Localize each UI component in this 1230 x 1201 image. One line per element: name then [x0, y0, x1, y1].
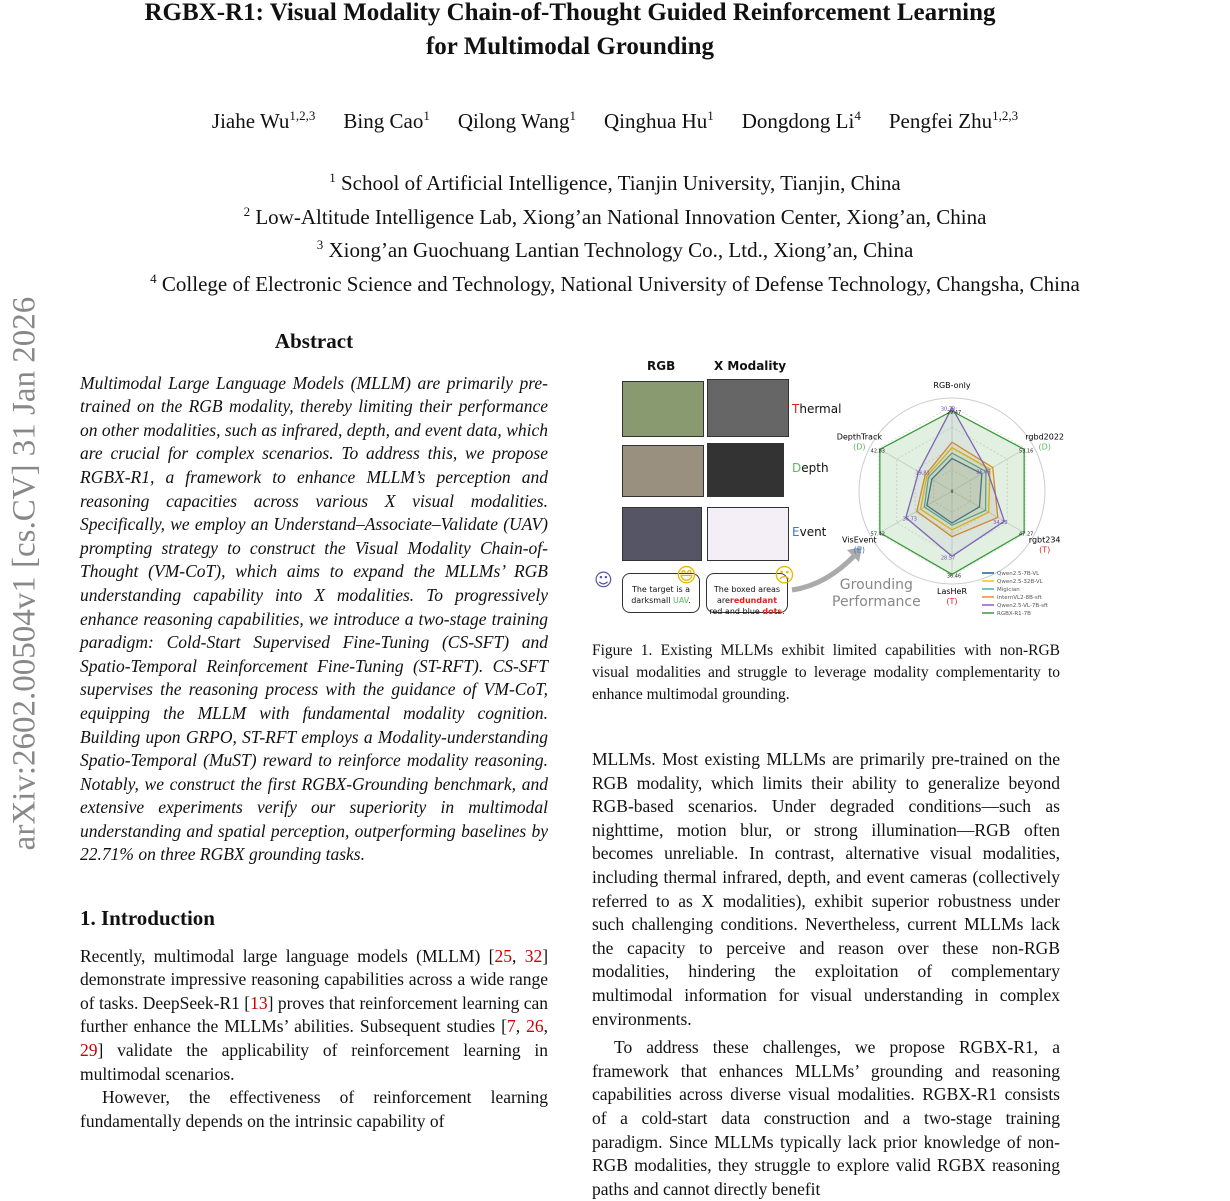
t: Performance: [832, 594, 921, 610]
data-label: 53.16: [1019, 448, 1034, 455]
axis-tag: (T): [946, 597, 958, 606]
axis-label: rgbd2022: [1025, 432, 1065, 442]
citation-link[interactable]: 13: [250, 992, 268, 1013]
data-label: 28.57: [940, 555, 956, 562]
author: [343, 109, 429, 133]
text: ,: [515, 1016, 527, 1037]
aff-text: Low-Altitude Intelligence Lab, Xiong’an National Innovation Center, Xiong’an, China: [255, 204, 987, 229]
citation-link[interactable]: 26: [526, 1016, 544, 1037]
left-column: [80, 330, 548, 1133]
author-sup: 1: [423, 108, 430, 123]
axis-tag: (D): [853, 442, 866, 452]
text: Recently, multimodal large language models (MLLM) [: [80, 945, 495, 966]
row-name: vent: [799, 525, 827, 539]
affiliation: [0, 231, 1230, 265]
depth-label: [792, 461, 829, 475]
t: darksmall: [631, 596, 671, 605]
affiliations: [0, 164, 1230, 298]
axis-tag: (E): [853, 545, 865, 555]
citation-link[interactable]: 29: [80, 1040, 98, 1061]
event-label: [792, 525, 826, 539]
intro-paragraph-1: [80, 945, 548, 1087]
intro-paragraph-2: However, the effectiveness of reinforcement learning fundamentally depends on the intrinsic capability of: [80, 1087, 548, 1131]
citation-link[interactable]: 7: [507, 1016, 516, 1037]
citation-link[interactable]: 32: [524, 945, 543, 966]
author-sup: 1,2,3: [289, 108, 316, 123]
intro-heading: 1. Introduction: [80, 906, 215, 931]
thermal-label: [792, 402, 841, 416]
author-name: Bing Cao: [343, 109, 424, 133]
title-line: for Multimodal Grounding: [425, 33, 714, 60]
t: The boxed areas: [713, 585, 781, 594]
rgb-column-label: RGB: [647, 359, 676, 373]
event-image: [707, 507, 789, 561]
data-label: 47.27: [1019, 531, 1034, 538]
axis-label: rgbt234: [1028, 535, 1061, 545]
aff-text: Xiong’an Guochuang Lantian Technology Co., Ltd., Xiong’an, China: [328, 238, 914, 262]
aff-sup: 4: [150, 270, 157, 286]
right-column: [592, 748, 1060, 1201]
data-label: 36.73: [902, 516, 917, 523]
author: [458, 109, 576, 133]
data-label: 57.42: [870, 531, 885, 538]
rgb-depth-image: [622, 445, 704, 497]
text: ] demonstrate impressive reasoning capabilities across a wide range of tasks. DeepSeek-R1 [: [80, 945, 549, 1013]
center-label: 0: [950, 490, 954, 495]
author: [889, 109, 1018, 133]
affiliation: [0, 198, 1230, 232]
author-sup: 4: [854, 108, 861, 123]
text: ] proves that reinforcement learning can further enhance the MLLMs’ abilities. Subsequent studies [: [80, 992, 548, 1037]
t: UAV: [672, 596, 689, 605]
data-label: 29.47: [946, 410, 962, 417]
axis-tag: (T): [1039, 545, 1051, 555]
axis-tag: (D): [1038, 442, 1051, 452]
author: [604, 109, 714, 133]
text: ] validate the applicability of reinforcement learning in multimodal scenarios.: [80, 1040, 548, 1084]
t: are: [716, 596, 730, 605]
t: dots: [762, 607, 783, 616]
data-label: 30.73: [940, 406, 956, 413]
affiliation: [0, 164, 1230, 198]
legend-entry: Qwen2.5-32B-VL: [997, 579, 1043, 585]
legend-entry: Qwen2.5-VL-7B-sft: [997, 603, 1048, 609]
row-name: epth: [801, 461, 829, 475]
data-label: 19.81: [915, 470, 930, 477]
author: [212, 109, 316, 133]
letter: D: [792, 461, 802, 475]
data-label: 34.28: [993, 520, 1008, 527]
title-line: RGBX-R1: Visual Modality Chain-of-Thought Guided Reinforcement Learning: [144, 0, 996, 26]
aff-sup: 3: [316, 237, 324, 252]
author-name: Jiahe Wu: [211, 109, 290, 133]
author-sup: 1: [569, 108, 577, 123]
legend-entry: RGBX-R1-7B: [997, 611, 1031, 617]
radar-chart: [836, 373, 1065, 623]
t: .: [688, 596, 691, 605]
author: [742, 109, 861, 133]
author-name: Qilong Wang: [457, 109, 570, 133]
axis-label: RGB-only: [933, 381, 971, 390]
legend-entry: InternVL2-8B-sft: [997, 595, 1042, 601]
data-label: 42.83: [870, 448, 885, 455]
aff-sup: 1: [329, 170, 336, 185]
letter: E: [792, 525, 800, 539]
thermal-image: [707, 379, 789, 437]
t: red and blue: [709, 607, 760, 616]
t: redundant: [729, 596, 778, 605]
data-label: 26.05: [976, 469, 991, 476]
x-column-label: X Modality: [714, 359, 787, 373]
axis-label: VisEvent: [842, 535, 877, 545]
right-paragraph-2: To address these challenges, we propose RGBX-R1, a framework that enhances MLLMs’ grounding and reasoning capabilities across diverse visual modalities. RGBX-R1 consists of a cold-start data construction and a two-stage training paradigm. Since MLLMs typically lack prior knowledge of non-RGB modalities, they struggle to explore valid RGBX reasoning paths and cannot directly benefit: [592, 1037, 1060, 1199]
author-name: Dongdong Li: [741, 109, 855, 133]
t: Grounding: [839, 577, 913, 593]
figure-1: [592, 355, 1065, 625]
text: ,: [511, 945, 525, 966]
axis-label: LasHeR: [936, 587, 968, 596]
text: ,: [543, 1016, 549, 1037]
arxiv-stamp: arXiv:2602.00504v1 [cs.CV] 31 Jan 2026: [6, 296, 43, 851]
depth-image: [707, 443, 784, 497]
rgb-thermal-image: [622, 381, 704, 437]
letter: T: [792, 402, 800, 416]
aff-text: College of Electronic Science and Technology, National University of Defense Technology, Changsha, China: [161, 271, 1080, 296]
legend-entry: Qwen2.5-7B-VL: [997, 571, 1040, 577]
t: The target is a: [631, 585, 691, 594]
author-sup: 1,2,3: [992, 108, 1019, 123]
sad-emoji-icon: ☹: [774, 563, 795, 587]
axis-label: DepthTrack: [836, 432, 882, 442]
rgb-event-image: [622, 507, 702, 561]
abstract-heading: Abstract: [274, 329, 354, 353]
author-sup: 1: [707, 108, 714, 123]
row-name: hermal: [799, 402, 842, 416]
author-list: [0, 108, 1230, 134]
t: .: [782, 607, 785, 616]
aff-text: School of Artificial Intelligence, Tianjin University, Tianjin, China: [340, 171, 901, 195]
happy-emoji-icon: 😄: [676, 563, 697, 587]
author-name: Qinghua Hu: [604, 109, 708, 133]
data-label: 36.46: [946, 573, 962, 580]
right-paragraph-1: MLLMs. Most existing MLLMs are primarily pre-trained on the RGB modality, which limits their ability to generalize beyond RGB-based scenarios. Under degraded conditions—such as nighttime, motion blur, or strong illumination—RGB often becomes unreliable. In contrast, alternative visual modalities, including thermal infrared, depth, and event cameras (collectively referred to as X modalities), exhibit superior robustness under such challenging conditions. Nevertheless, current MLLMs lack the capacity to perceive and reason over these non-RGB modalities, hindering the exploitation of complementary multimodal information for visual understanding in complex environments.: [592, 749, 1060, 1029]
paper-title: [0, 0, 1140, 64]
robot-icon: ☺: [594, 570, 613, 591]
aff-sup: 2: [243, 203, 251, 219]
affiliation: [0, 265, 1230, 299]
author-name: Pengfei Zhu: [888, 109, 993, 133]
abstract-text: Multimodal Large Language Models (MLLM) are primarily pre-trained on the RGB modality, thereby limiting their performance on other modalities, such as infrared, depth, and event data, which are crucial for complex scenarios. To address this, we propose RGBX-R1, a framework to enhance MLLM’s perception and reasoning capacities across various X visual modalities. Specifically, we employ an Understand–Associate–Validate (UAV) prompting strategy to construct the Visual Modality Chain-of-Thought (VM-CoT), which aims to expand the MLLMs’ RGB understanding capability into X modalities. To progressively enhance reasoning capabilities, we introduce a two-stage training paradigm: Cold-Start Supervised Fine-Tuning (CS-SFT) and Spatio-Temporal Reinforcement Fine-Tuning (ST-RFT). CS-SFT supervises the reasoning process with the guidance of VM-CoT, equipping the MLLM with fundamental modality cognition. Building upon GRPO, ST-RFT employs a Modality-understanding Spatio-Temporal (MuST) reward to reinforce modality reasoning. Notably, we construct the first RGBX-Grounding benchmark, and extensive experiments verify our superiority in multimodal understanding and spatial perception, outperforming baselines by 22.71% on three RGBX grounding tasks.: [80, 372, 548, 865]
citation-link[interactable]: 25: [494, 945, 512, 966]
figure-caption: Figure 1. Existing MLLMs exhibit limited capabilities with non-RGB visual modalities and struggle to leverage modality complementarity to enhance multimodal grounding.: [592, 642, 1060, 703]
legend-entry: Migician: [997, 587, 1020, 593]
